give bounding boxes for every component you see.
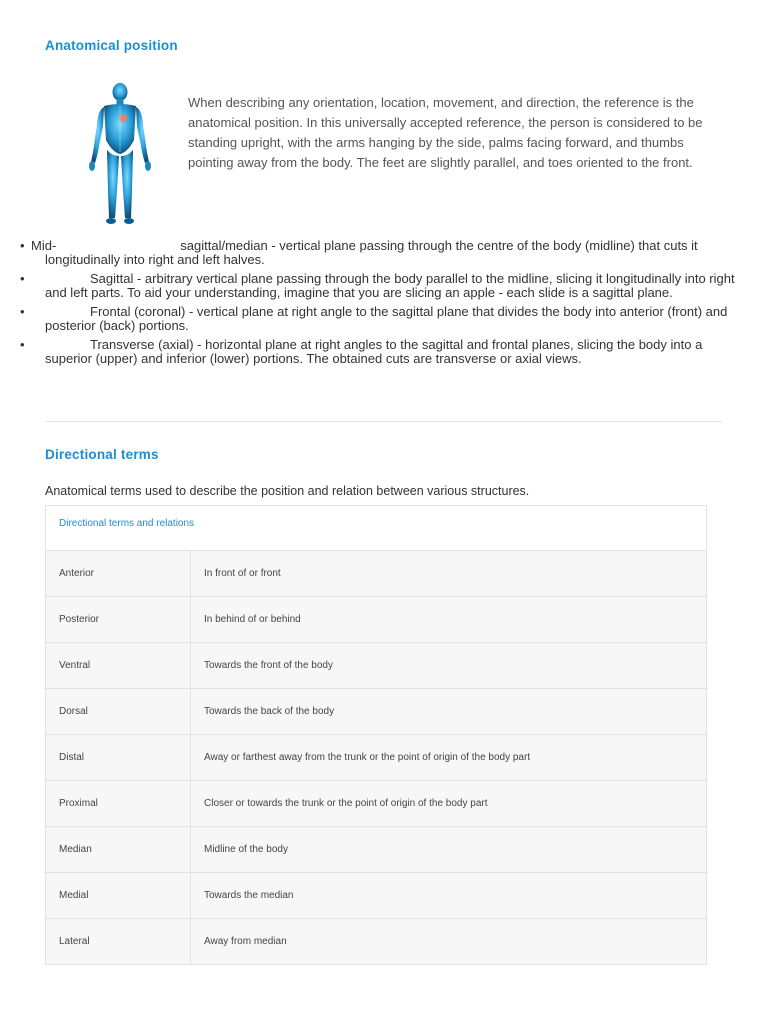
plane-prefix: Mid- [31, 238, 57, 253]
table-row [46, 735, 707, 781]
directional-terms-intro: Anatomical terms used to describe the position and relation between various structures. [45, 484, 530, 498]
table-caption: Directional terms and relations [45, 505, 707, 550]
bullet: • [20, 304, 25, 319]
meaning-cell: In behind of or behind [191, 597, 707, 643]
term-cell: Dorsal [46, 689, 191, 735]
table-row [46, 551, 707, 597]
term-cell: Distal [46, 735, 191, 781]
plane-text: sagittal/median - vertical plane passing through the centre of the body (midline) that cuts it longitudinally into right and left halves. [45, 238, 698, 267]
term-cell: Medial [46, 873, 191, 919]
bullet: • [20, 238, 25, 253]
meaning-cell: Towards the front of the body [191, 643, 707, 689]
list-item [0, 338, 740, 365]
table-row [46, 781, 707, 827]
meaning-cell: Towards the back of the body [191, 689, 707, 735]
anatomical-position-intro: When describing any orientation, location, movement, and direction, the reference is the anatomical position. In this universally accepted reference, the person is considered to be standing upright, with the arms hanging by the side, palms facing forward, and thumbs pointing away from the body. The feet are slightly parallel, and toes oriented to the front. [188, 95, 703, 170]
bullet: • [20, 337, 25, 352]
table-row [46, 827, 707, 873]
plane-text: Frontal (coronal) - vertical plane at right angle to the sagittal plane that divides the body into anterior (front) and posterior (back) portions. [45, 304, 728, 333]
table-row [46, 643, 707, 689]
list-item [0, 239, 740, 266]
section-title-anatomical-position: Anatomical position [45, 38, 178, 53]
term-cell: Anterior [46, 551, 191, 597]
bullet: • [20, 271, 25, 286]
plane-text: Sagittal - arbitrary vertical plane passing through the body parallel to the midline, slicing it longitudinally into right and left parts. To aid your understanding, imagine that you are slicing an apple - each slide is a sagittal plane. [45, 271, 735, 300]
section-divider [45, 421, 722, 422]
term-cell: Ventral [46, 643, 191, 689]
term-cell: Posterior [46, 597, 191, 643]
meaning-cell: Away or farthest away from the trunk or the point of origin of the body part [191, 735, 707, 781]
meaning-cell: Away from median [191, 919, 707, 965]
list-item [0, 272, 740, 299]
plane-text: Transverse (axial) - horizontal plane at right angles to the sagittal and frontal planes, slicing the body into a superior (upper) and inferior (lower) portions. The obtained cuts are transverse or axial views. [45, 337, 703, 366]
meaning-cell: Towards the median [191, 873, 707, 919]
meaning-cell: In front of or front [191, 551, 707, 597]
term-cell: Proximal [46, 781, 191, 827]
term-cell: Lateral [46, 919, 191, 965]
table-row [46, 597, 707, 643]
list-item [0, 305, 740, 332]
table-row [46, 919, 707, 965]
directional-terms-table [45, 505, 707, 965]
term-cell: Median [46, 827, 191, 873]
table-row [46, 873, 707, 919]
terms-table [45, 550, 707, 965]
meaning-cell: Closer or towards the trunk or the point of origin of the body part [191, 781, 707, 827]
human-body-figure-icon [68, 80, 172, 228]
meaning-cell: Midline of the body [191, 827, 707, 873]
section-title-directional-terms: Directional terms [45, 447, 159, 462]
table-row [46, 689, 707, 735]
body-planes-list [0, 239, 740, 371]
